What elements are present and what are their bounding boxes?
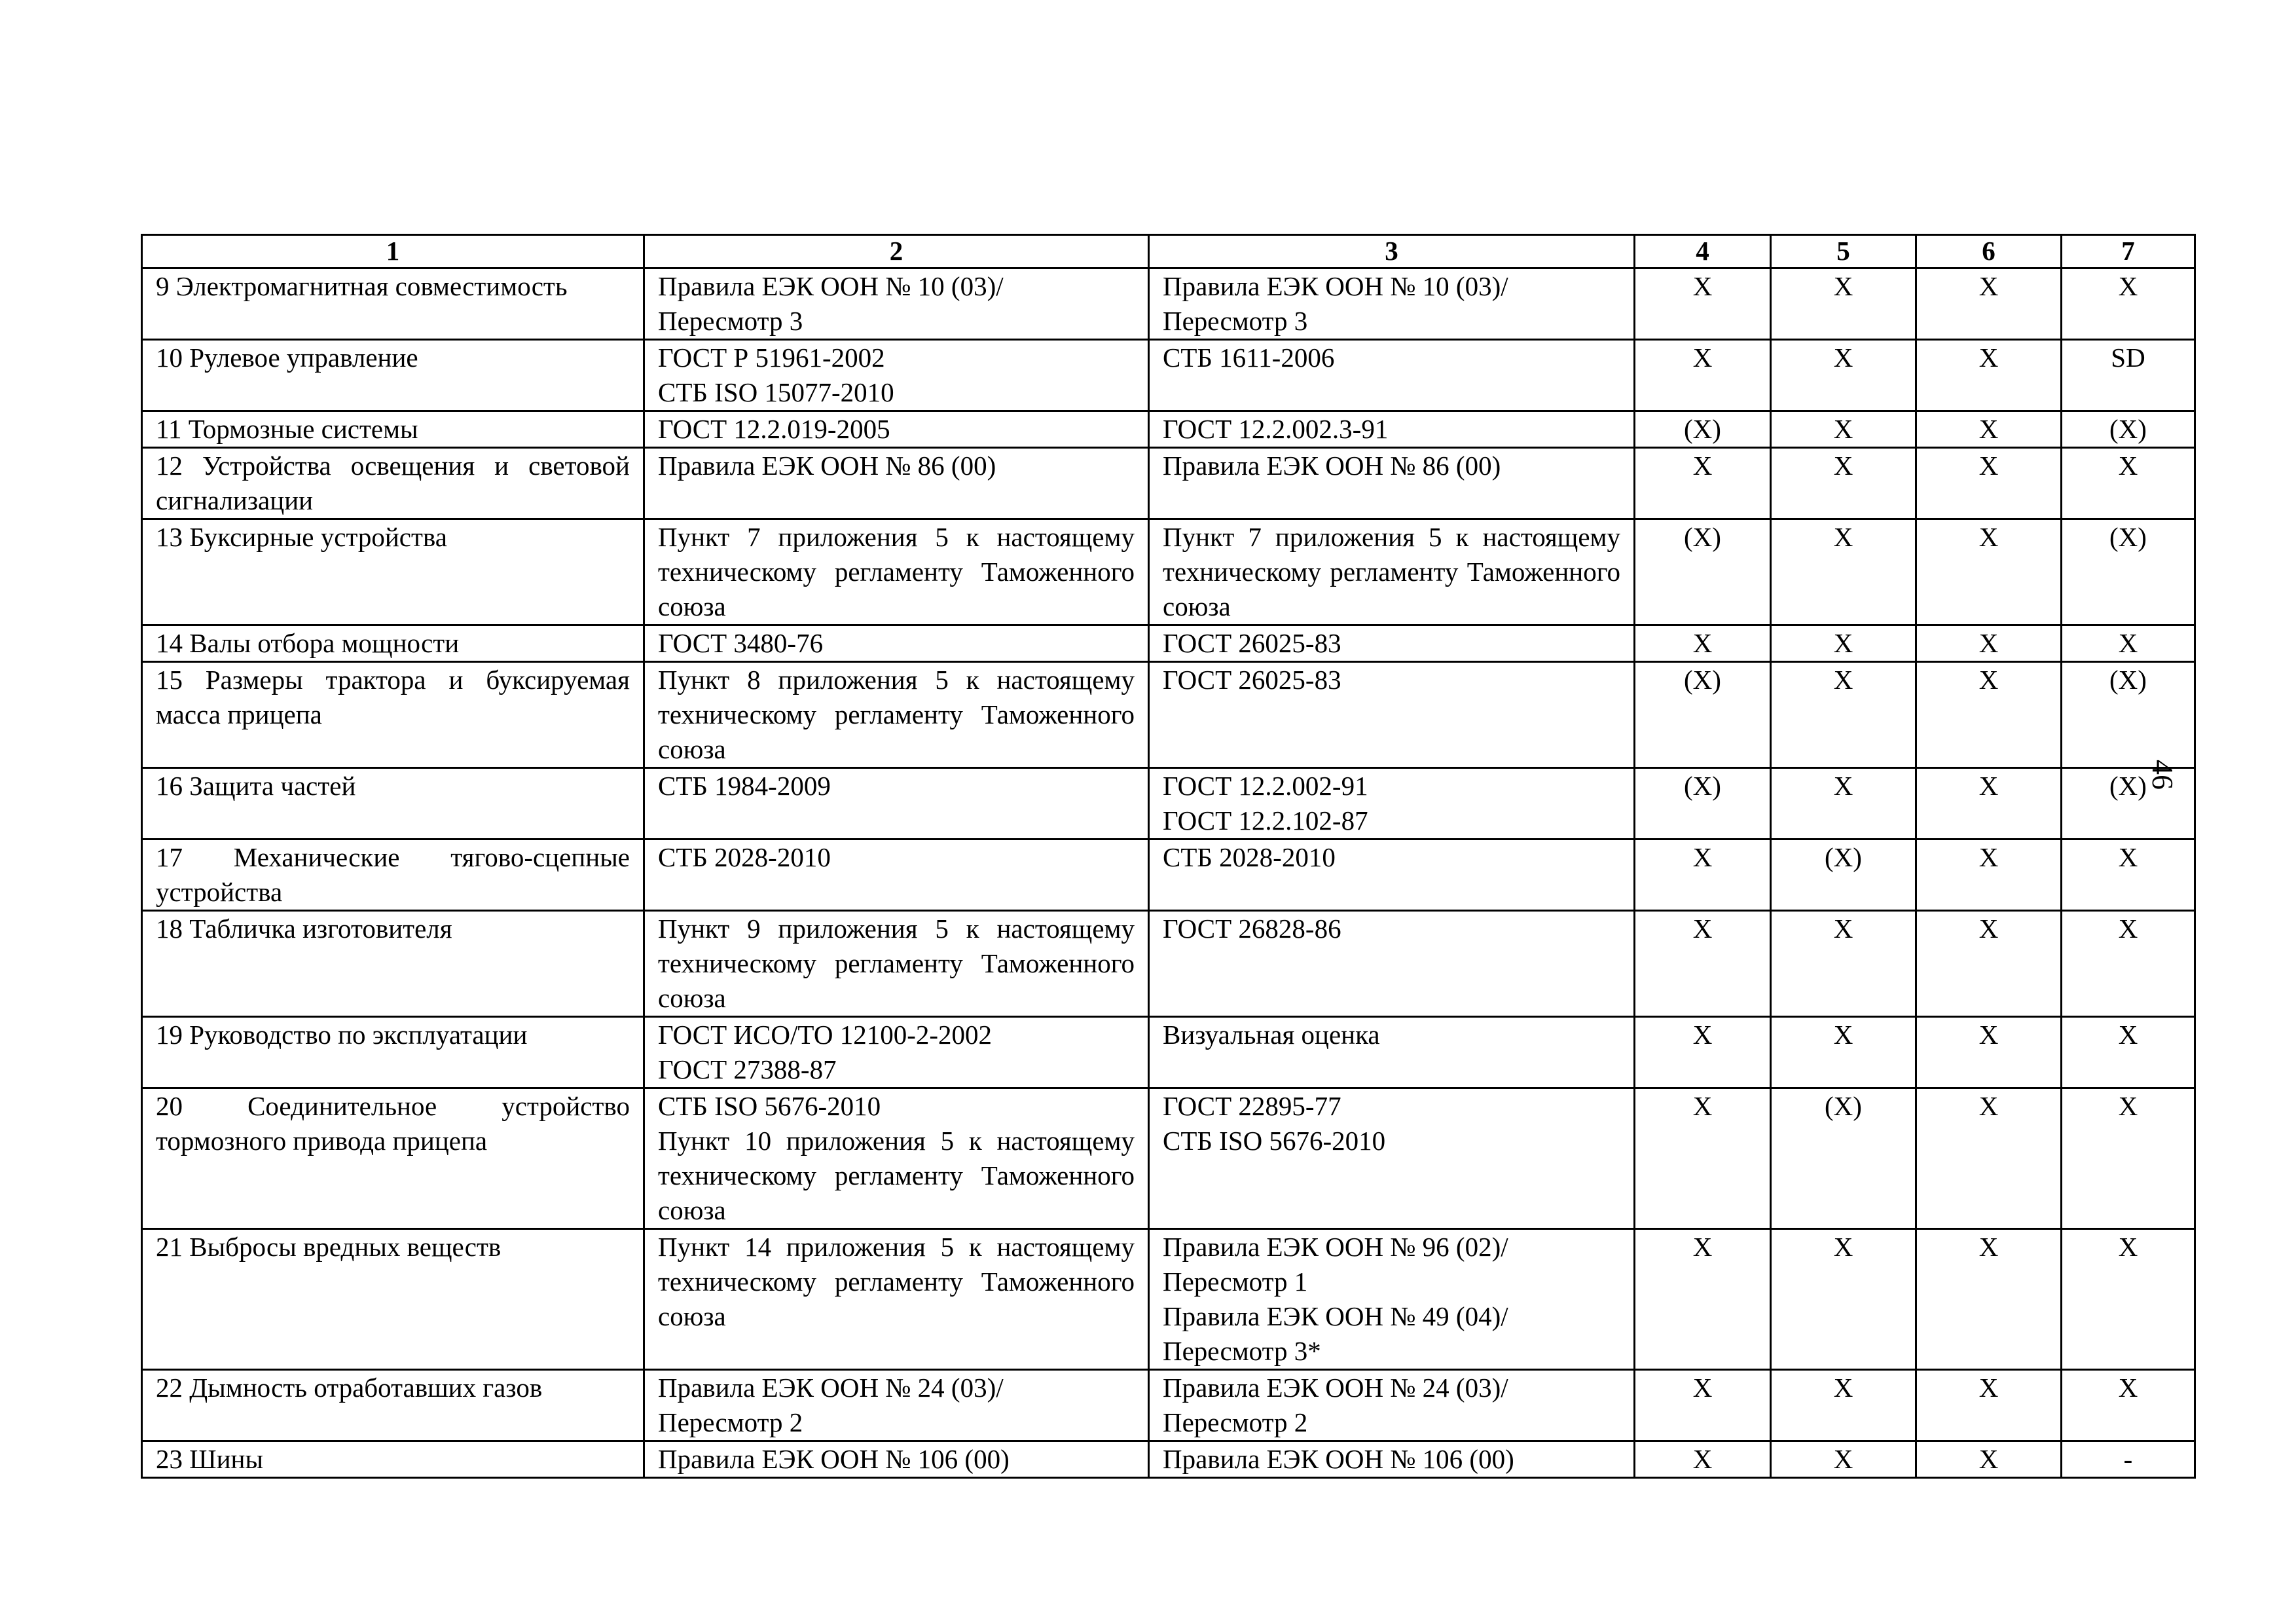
- cell-line: 10 Рулевое управление: [156, 342, 418, 373]
- test-method-cell: [1149, 662, 1635, 768]
- cell-line: 9 Электромагнитная совместимость: [156, 271, 568, 301]
- applicability-cell-6: Х: [1916, 1017, 2062, 1088]
- cell-line: 11 Тормозные системы: [156, 414, 418, 444]
- applicability-cell-4: (Х): [1635, 411, 1771, 448]
- cell-line: 23 Шины: [156, 1444, 264, 1474]
- applicability-cell-4: (Х): [1635, 519, 1771, 625]
- table-row: [142, 662, 2195, 768]
- applicability-cell-6: Х: [1916, 340, 2062, 411]
- standard-cell: [644, 662, 1149, 768]
- applicability-cell-4: Х: [1635, 1088, 1771, 1229]
- column-header-6: 6: [1916, 235, 2062, 268]
- characteristic-cell: [142, 768, 644, 840]
- standard-cell: [644, 1017, 1149, 1088]
- applicability-cell-6: Х: [1916, 268, 2062, 340]
- applicability-cell-6: Х: [1916, 1441, 2062, 1478]
- applicability-cell-6: Х: [1916, 840, 2062, 911]
- table-row: [142, 268, 2195, 340]
- characteristic-cell: [142, 625, 644, 662]
- test-method-cell: [1149, 340, 1635, 411]
- characteristic-cell: [142, 1088, 644, 1229]
- table-row: [142, 911, 2195, 1017]
- applicability-cell-5: Х: [1771, 1229, 1916, 1370]
- applicability-cell-7: Х: [2062, 911, 2195, 1017]
- applicability-cell-7: Х: [2062, 1088, 2195, 1229]
- applicability-cell-7: Х: [2062, 840, 2195, 911]
- cell-line: ГОСТ 26025-83: [1163, 628, 1341, 658]
- characteristic-cell: [142, 1370, 644, 1441]
- test-method-cell: [1149, 1088, 1635, 1229]
- cell-line: 15 Размеры трактора и буксируемая масса прицепа: [156, 665, 630, 729]
- characteristic-cell: [142, 1017, 644, 1088]
- applicability-cell-4: Х: [1635, 1017, 1771, 1088]
- page-number: 46: [2146, 760, 2179, 790]
- table-row: [142, 768, 2195, 840]
- applicability-cell-6: Х: [1916, 1088, 2062, 1229]
- table-row: [142, 1441, 2195, 1478]
- standard-cell: [644, 768, 1149, 840]
- cell-line: ГОСТ 27388-87: [658, 1054, 837, 1084]
- cell-line: Правила ЕЭК ООН № 86 (00): [658, 451, 996, 481]
- cell-line: Пересмотр 3*: [1163, 1336, 1321, 1366]
- cell-line: Правила ЕЭК ООН № 106 (00): [658, 1444, 1010, 1474]
- column-header-1: 1: [142, 235, 644, 268]
- applicability-cell-6: Х: [1916, 411, 2062, 448]
- table-row: [142, 448, 2195, 519]
- standard-cell: [644, 411, 1149, 448]
- cell-line: Пункт 14 приложения 5 к настоящему техническому регламенту Таможенного союза: [658, 1232, 1135, 1331]
- applicability-cell-5: Х: [1771, 1370, 1916, 1441]
- applicability-cell-7: -: [2062, 1441, 2195, 1478]
- cell-line: Правила ЕЭК ООН № 24 (03)/: [1163, 1373, 1508, 1403]
- cell-line: Пересмотр 2: [1163, 1407, 1308, 1437]
- applicability-cell-5: Х: [1771, 1017, 1916, 1088]
- applicability-cell-7: (Х): [2062, 519, 2195, 625]
- column-header-3: 3: [1149, 235, 1635, 268]
- standard-cell: [644, 1441, 1149, 1478]
- table-body: [142, 268, 2195, 1478]
- applicability-cell-7: Х: [2062, 268, 2195, 340]
- cell-line: 22 Дымность отработавших газов: [156, 1373, 543, 1403]
- cell-line: ГОСТ 26828-86: [1163, 913, 1341, 944]
- test-method-cell: [1149, 768, 1635, 840]
- characteristic-cell: [142, 340, 644, 411]
- cell-line: Правила ЕЭК ООН № 96 (02)/: [1163, 1232, 1508, 1262]
- cell-line: Пересмотр 2: [658, 1407, 803, 1437]
- applicability-cell-7: (Х): [2062, 662, 2195, 768]
- cell-line: 21 Выбросы вредных веществ: [156, 1232, 501, 1262]
- applicability-cell-4: Х: [1635, 1370, 1771, 1441]
- cell-line: ГОСТ 12.2.019-2005: [658, 414, 890, 444]
- applicability-cell-4: Х: [1635, 625, 1771, 662]
- cell-line: Правила ЕЭК ООН № 49 (04)/: [1163, 1301, 1508, 1331]
- cell-line: Пункт 10 приложения 5 к настоящему техническому регламенту Таможенного союза: [658, 1126, 1135, 1225]
- cell-line: ГОСТ 12.2.002.3-91: [1163, 414, 1389, 444]
- characteristic-cell: [142, 519, 644, 625]
- applicability-cell-6: Х: [1916, 768, 2062, 840]
- column-header-5: 5: [1771, 235, 1916, 268]
- standard-cell: [644, 1370, 1149, 1441]
- applicability-cell-6: Х: [1916, 1370, 2062, 1441]
- characteristic-cell: [142, 840, 644, 911]
- applicability-cell-6: Х: [1916, 625, 2062, 662]
- cell-line: ГОСТ Р 51961-2002: [658, 342, 885, 373]
- cell-line: Пункт 7 приложения 5 к настоящему техническому регламенту Таможенного союза: [658, 522, 1135, 621]
- applicability-cell-5: (Х): [1771, 840, 1916, 911]
- cell-line: 20 Соединительное устройство тормозного привода прицепа: [156, 1091, 630, 1156]
- cell-line: Правила ЕЭК ООН № 24 (03)/: [658, 1373, 1004, 1403]
- applicability-cell-7: Х: [2062, 1017, 2195, 1088]
- applicability-cell-5: (Х): [1771, 1088, 1916, 1229]
- cell-line: ГОСТ ИСО/ТО 12100-2-2002: [658, 1020, 993, 1050]
- cell-line: СТБ ISO 5676-2010: [658, 1091, 881, 1121]
- cell-line: Правила ЕЭК ООН № 10 (03)/: [1163, 271, 1508, 301]
- test-method-cell: [1149, 1441, 1635, 1478]
- applicability-cell-7: Х: [2062, 625, 2195, 662]
- standard-cell: [644, 625, 1149, 662]
- applicability-cell-4: Х: [1635, 448, 1771, 519]
- column-header-4: 4: [1635, 235, 1771, 268]
- test-method-cell: [1149, 519, 1635, 625]
- applicability-cell-4: Х: [1635, 840, 1771, 911]
- table-row: [142, 340, 2195, 411]
- table-row: [142, 1017, 2195, 1088]
- test-method-cell: [1149, 625, 1635, 662]
- cell-line: СТБ 2028-2010: [658, 842, 831, 872]
- table-row: [142, 519, 2195, 625]
- cell-line: ГОСТ 26025-83: [1163, 665, 1341, 695]
- characteristic-cell: [142, 448, 644, 519]
- applicability-cell-7: (Х): [2062, 768, 2195, 840]
- header-row: [142, 235, 2195, 268]
- characteristic-cell: [142, 411, 644, 448]
- cell-line: ГОСТ 3480-76: [658, 628, 824, 658]
- standard-cell: [644, 840, 1149, 911]
- table-row: [142, 1229, 2195, 1370]
- cell-line: Пересмотр 3: [1163, 306, 1308, 336]
- applicability-cell-5: Х: [1771, 911, 1916, 1017]
- cell-line: ГОСТ 12.2.102-87: [1163, 805, 1368, 836]
- table-row: [142, 840, 2195, 911]
- cell-line: СТБ ISO 15077-2010: [658, 377, 894, 407]
- applicability-cell-4: Х: [1635, 911, 1771, 1017]
- cell-line: Пункт 7 приложения 5 к настоящему техническому регламенту Таможенного союза: [1163, 522, 1620, 621]
- standard-cell: [644, 340, 1149, 411]
- cell-line: Пересмотр 1: [1163, 1266, 1308, 1297]
- cell-line: Пересмотр 3: [658, 306, 803, 336]
- applicability-cell-4: Х: [1635, 268, 1771, 340]
- applicability-cell-5: Х: [1771, 448, 1916, 519]
- standard-cell: [644, 1088, 1149, 1229]
- cell-line: СТБ 1611-2006: [1163, 342, 1335, 373]
- applicability-cell-7: Х: [2062, 448, 2195, 519]
- applicability-cell-5: Х: [1771, 1441, 1916, 1478]
- cell-line: ГОСТ 12.2.002-91: [1163, 771, 1368, 801]
- cell-line: ГОСТ 22895-77: [1163, 1091, 1341, 1121]
- applicability-cell-6: Х: [1916, 448, 2062, 519]
- applicability-cell-4: Х: [1635, 340, 1771, 411]
- test-method-cell: [1149, 411, 1635, 448]
- characteristic-cell: [142, 1229, 644, 1370]
- applicability-cell-7: (Х): [2062, 411, 2195, 448]
- applicability-cell-6: Х: [1916, 1229, 2062, 1370]
- column-header-2: 2: [644, 235, 1149, 268]
- cell-line: 14 Валы отбора мощности: [156, 628, 460, 658]
- standard-cell: [644, 448, 1149, 519]
- table-row: [142, 1088, 2195, 1229]
- applicability-cell-4: (Х): [1635, 662, 1771, 768]
- applicability-cell-7: Х: [2062, 1229, 2195, 1370]
- cell-line: Правила ЕЭК ООН № 86 (00): [1163, 451, 1501, 481]
- cell-line: Пункт 8 приложения 5 к настоящему техническому регламенту Таможенного союза: [658, 665, 1135, 764]
- table-row: [142, 411, 2195, 448]
- table-row: [142, 625, 2195, 662]
- cell-line: СТБ 2028-2010: [1163, 842, 1336, 872]
- characteristic-cell: [142, 268, 644, 340]
- applicability-cell-5: Х: [1771, 768, 1916, 840]
- cell-line: Пункт 9 приложения 5 к настоящему техническому регламенту Таможенного союза: [658, 913, 1135, 1013]
- applicability-cell-7: SD: [2062, 340, 2195, 411]
- applicability-cell-6: Х: [1916, 911, 2062, 1017]
- characteristic-cell: [142, 662, 644, 768]
- cell-line: Правила ЕЭК ООН № 10 (03)/: [658, 271, 1004, 301]
- characteristic-cell: [142, 911, 644, 1017]
- test-method-cell: [1149, 911, 1635, 1017]
- table-row: [142, 1370, 2195, 1441]
- applicability-cell-4: (Х): [1635, 768, 1771, 840]
- cell-line: 18 Табличка изготовителя: [156, 913, 452, 944]
- applicability-cell-4: Х: [1635, 1441, 1771, 1478]
- characteristic-cell: [142, 1441, 644, 1478]
- standard-cell: [644, 1229, 1149, 1370]
- applicability-cell-6: Х: [1916, 519, 2062, 625]
- cell-line: 16 Защита частей: [156, 771, 356, 801]
- applicability-cell-5: Х: [1771, 625, 1916, 662]
- cell-line: 12 Устройства освещения и световой сигнализации: [156, 451, 630, 515]
- applicability-cell-5: Х: [1771, 411, 1916, 448]
- applicability-cell-5: Х: [1771, 662, 1916, 768]
- column-header-7: 7: [2062, 235, 2195, 268]
- cell-line: 19 Руководство по эксплуатации: [156, 1020, 528, 1050]
- applicability-cell-6: Х: [1916, 662, 2062, 768]
- test-method-cell: [1149, 1370, 1635, 1441]
- standard-cell: [644, 519, 1149, 625]
- test-method-cell: [1149, 1017, 1635, 1088]
- cell-line: 13 Буксирные устройства: [156, 522, 447, 552]
- applicability-cell-5: Х: [1771, 268, 1916, 340]
- requirements-table: [141, 234, 2196, 1479]
- cell-line: СТБ 1984-2009: [658, 771, 831, 801]
- cell-line: Визуальная оценка: [1163, 1020, 1380, 1050]
- cell-line: Правила ЕЭК ООН № 106 (00): [1163, 1444, 1514, 1474]
- applicability-cell-5: Х: [1771, 340, 1916, 411]
- standard-cell: [644, 268, 1149, 340]
- standard-cell: [644, 911, 1149, 1017]
- applicability-cell-5: Х: [1771, 519, 1916, 625]
- test-method-cell: [1149, 1229, 1635, 1370]
- applicability-cell-4: Х: [1635, 1229, 1771, 1370]
- test-method-cell: [1149, 840, 1635, 911]
- test-method-cell: [1149, 448, 1635, 519]
- applicability-cell-7: Х: [2062, 1370, 2195, 1441]
- test-method-cell: [1149, 268, 1635, 340]
- cell-line: СТБ ISO 5676-2010: [1163, 1126, 1386, 1156]
- cell-line: 17 Механические тягово-сцепные устройства: [156, 842, 630, 907]
